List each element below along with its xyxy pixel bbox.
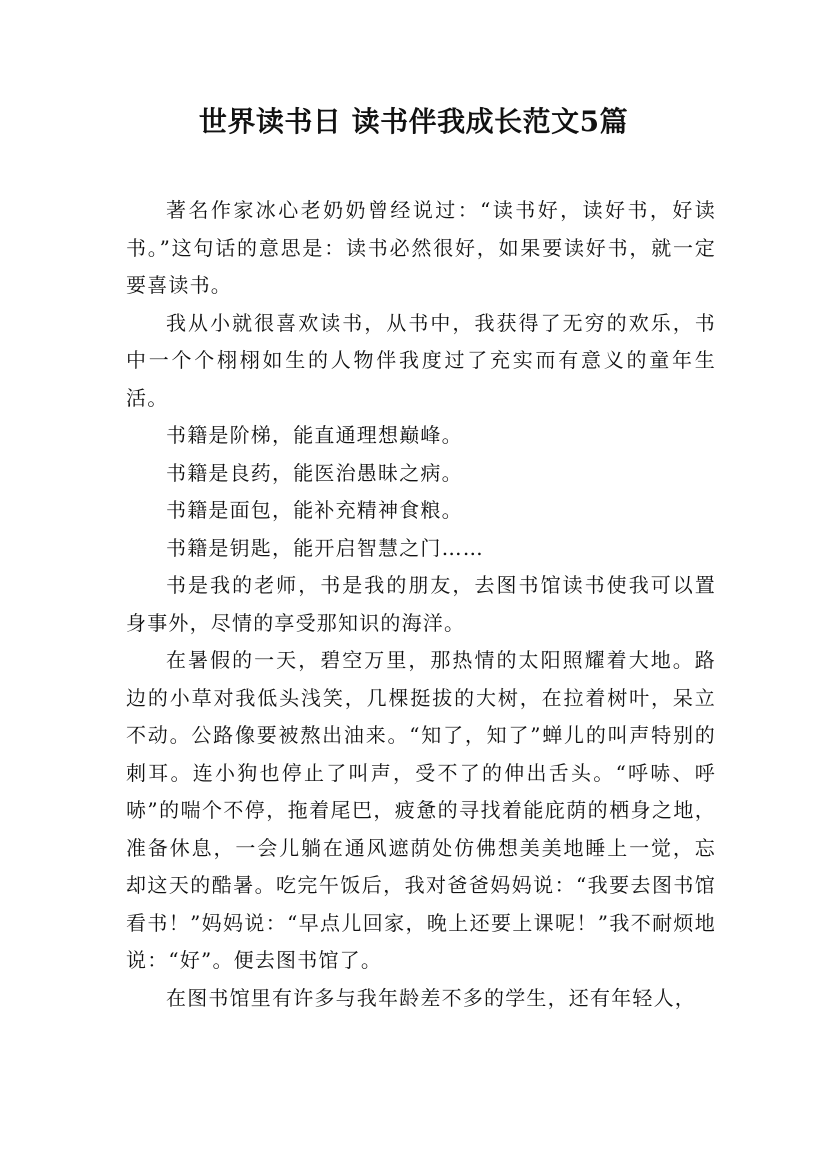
paragraph: 在暑假的一天，碧空万里，那热情的太阳照耀着大地。路边的小草对我低头浅笑，几棵挺拔的大树，在拉着树叶，呆立不动。公路像要被熬出油来。“知了，知了”蝉儿的叫声特别的刺耳。连小狗也停止了叫声，受不了的伸出舌头。“呼哧、呼哧”的喘个不停，拖着尾巴，疲惫的寻找着能庇荫的栖身之地，准备休息，一会儿躺在通风遮荫处仿佛想美美地睡上一觉，忘却这天的酷暑。吃完午饭后，我对爸爸妈妈说：“我要去图书馆看书！”妈妈说：“早点儿回家，晚上还要上课呢！”我不耐烦地说：“好”。便去图书馆了。 xyxy=(126,648,716,972)
paragraph: 在图书馆里有许多与我年龄差不多的学生，还有年轻人， xyxy=(166,985,696,1010)
paragraph: 我从小就很喜欢读书，从书中，我获得了无穷的欢乐，书中一个个栩栩如生的人物伴我度过了充实而有意义的童年生活。 xyxy=(126,310,716,410)
paragraph: 书籍是面包，能补充精神食粮。 xyxy=(166,498,463,522)
paragraph: 书是我的老师，书是我的朋友，去图书馆读书使我可以置身事外，尽情的享受那知识的海洋。 xyxy=(126,573,716,635)
document-title: 世界读书日 读书伴我成长范文5篇 xyxy=(198,105,629,138)
paragraph: 书籍是良药，能医治愚昧之病。 xyxy=(166,460,463,485)
document-body xyxy=(126,192,716,1017)
paragraph: 著名作家冰心老奶奶曾经说过：“读书好，读好书，好读书。”这句话的意思是：读书必然很好，如果要读好书，就一定要喜读书。 xyxy=(126,198,716,297)
paragraph: 书籍是阶梯，能直通理想巅峰。 xyxy=(166,423,463,447)
paragraph: 书籍是钥匙，能开启智慧之门…… xyxy=(166,535,484,560)
